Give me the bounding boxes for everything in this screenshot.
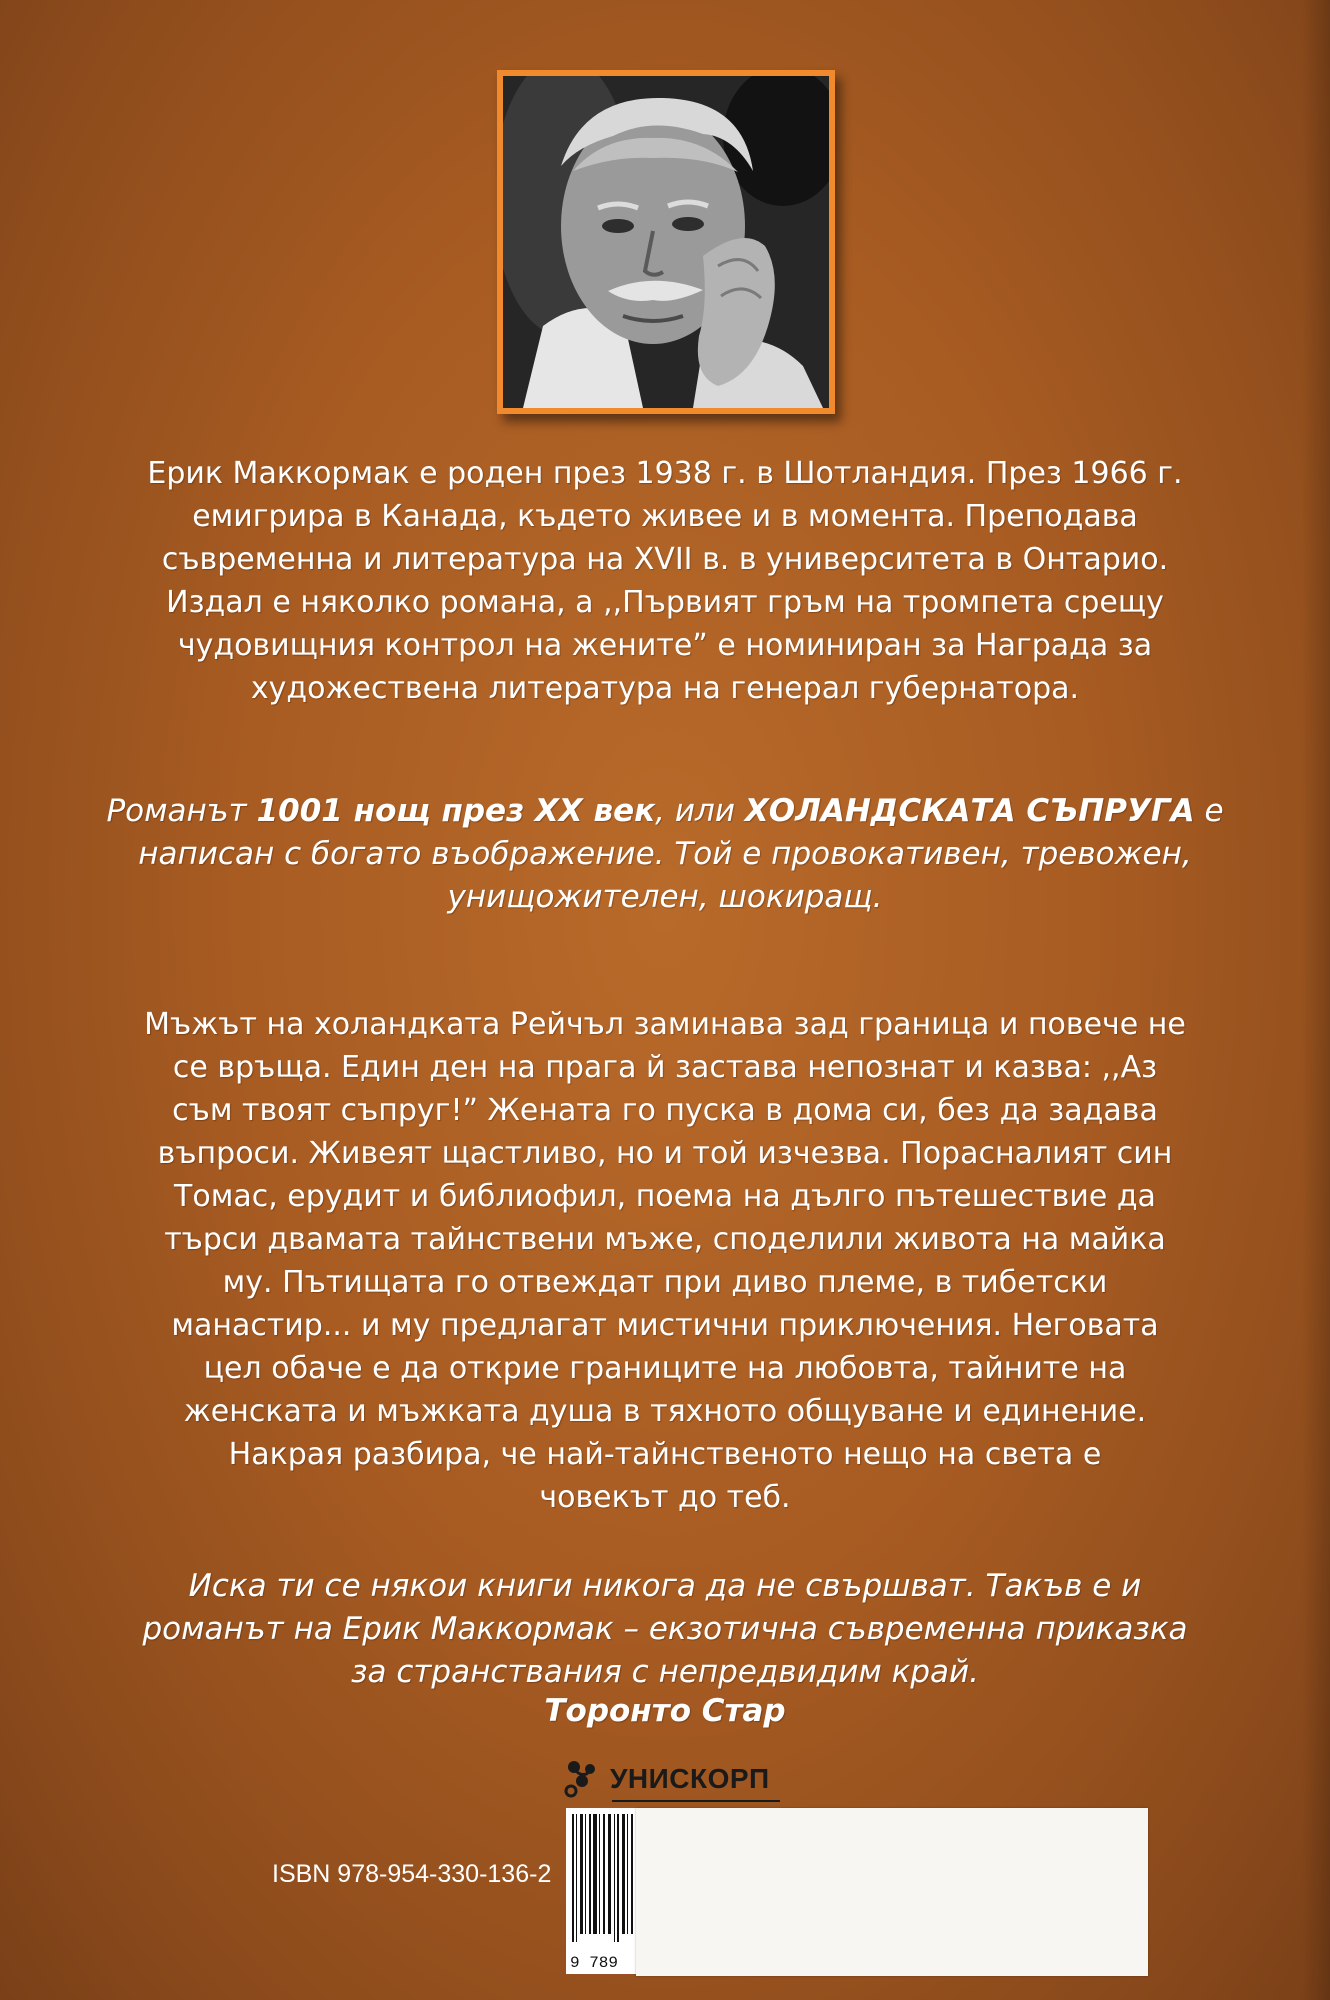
bio-line: съвременна и литература на XVII в. в университета в Онтарио. — [161, 542, 1169, 577]
tagline-title-part: ХОЛАНДСКАТА СЪПРУГА — [744, 793, 1195, 829]
isbn-number: ISBN 978-954-330-136-2 — [272, 1860, 552, 1888]
uniscorp-logo-icon — [562, 1757, 602, 1801]
book-synopsis — [90, 1003, 1240, 1519]
synopsis-line: цел обаче е да открие границите на любовта, тайните на — [203, 1351, 1127, 1386]
synopsis-line: му. Пътищата го отвеждат при диво племе, в тибетски — [222, 1265, 1108, 1300]
tagline-text: е — [1194, 793, 1224, 829]
review-quote — [90, 1565, 1240, 1694]
author-photo — [503, 76, 829, 408]
bio-line: художествена литература на генерал губернатора. — [250, 671, 1080, 706]
author-bio — [90, 452, 1240, 710]
synopsis-line: въпроси. Живеят щастливо, но и той изчезва. Порасналият син — [157, 1136, 1173, 1171]
tagline-title-part: 1001 нощ през XX век — [256, 793, 656, 829]
quote-line: романът на Ерик Маккормак – екзотична съвременна приказка — [142, 1611, 1188, 1647]
synopsis-line: Томас, ерудит и библиофил, поема на дълго пътешествие да — [174, 1179, 1156, 1214]
price-sticker — [636, 1808, 1148, 1976]
publisher-logo — [562, 1757, 770, 1801]
bio-line: чудовищния контрол на жените” е номиниран за Награда за — [177, 628, 1153, 663]
quote-source: Торонто Стар — [544, 1693, 786, 1729]
tagline-text: , или — [655, 793, 745, 829]
synopsis-line: търси двамата тайнствени мъже, споделили живота на майка — [164, 1222, 1166, 1257]
synopsis-line: Мъжът на холандката Рейчъл заминава зад граница и повече не — [144, 1007, 1186, 1042]
cover-edge-shade — [1302, 0, 1330, 2000]
tagline-line: написан с богато въображение. Той е провокативен, тревожен, — [138, 836, 1192, 872]
bio-line: Ерик Маккормак е роден през 1938 г. в Шотландия. През 1966 г. — [147, 456, 1183, 491]
author-photo-frame — [497, 70, 835, 414]
synopsis-line: манастир... и му предлагат мистични приключения. Неговата — [171, 1308, 1159, 1343]
bio-line: емигрира в Канада, където живее и в момента. Преподава — [192, 499, 1138, 534]
publisher-name: УНИСКОРП — [610, 1763, 770, 1794]
synopsis-line: се връща. Един ден на прага й застава непознат и казва: ,,Аз — [172, 1050, 1158, 1085]
bio-line: Издал е няколко романа, а ,,Първият гръм на тромпета срещу — [166, 585, 1164, 620]
synopsis-line: човекът до теб. — [539, 1480, 791, 1515]
quote-line: за странствания с непредвидим край. — [351, 1654, 979, 1690]
synopsis-line: Накрая разбира, че най-тайнственото нещо на света е — [228, 1437, 1102, 1472]
barcode-digits: 9 789 — [570, 1954, 619, 1972]
author-portrait-illustration — [503, 76, 829, 408]
tagline-line: унищожителен, шокиращ. — [447, 879, 883, 915]
tagline-line — [90, 790, 1240, 833]
book-tagline — [90, 790, 1240, 919]
publisher-underline — [612, 1800, 780, 1802]
tagline-text: Романът — [106, 793, 257, 829]
synopsis-line: съм твоят съпруг!” Жената го пуска в дома си, без да задава — [172, 1093, 1158, 1128]
quote-line: Иска ти се някои книги никога да не свършват. Такъв е и — [188, 1568, 1142, 1604]
synopsis-line: женската и мъжката душа в тяхното общуване и единение. — [183, 1394, 1147, 1429]
